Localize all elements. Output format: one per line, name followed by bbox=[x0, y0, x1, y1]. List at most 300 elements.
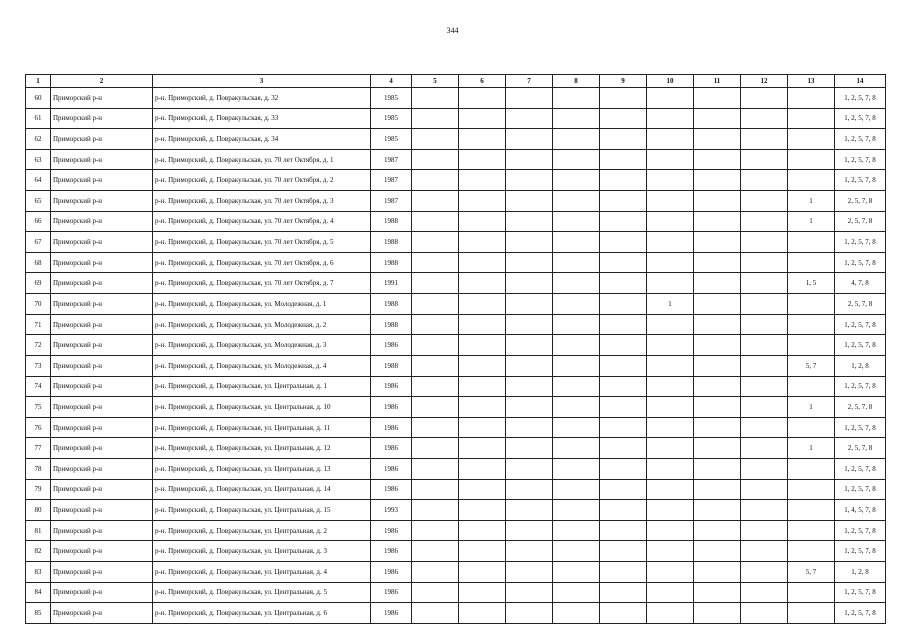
table-cell-col-7 bbox=[506, 149, 553, 170]
table-cell-col-12 bbox=[741, 417, 788, 438]
table-cell-col-13 bbox=[788, 458, 835, 479]
table-cell-col-10 bbox=[647, 500, 694, 521]
table-cell-col-9 bbox=[600, 520, 647, 541]
table-cell-col-6 bbox=[459, 149, 506, 170]
table-cell-col-8 bbox=[553, 520, 600, 541]
table-cell-col-11 bbox=[694, 252, 741, 273]
table-cell-col-2: Приморский р-н bbox=[51, 417, 153, 438]
table-cell-col-3: р-н. Приморский, д. Повракульская, ул. 70 лет Октября, д. 3 bbox=[153, 191, 371, 212]
table-row bbox=[26, 458, 886, 479]
table-cell-col-4: 1985 bbox=[371, 129, 412, 150]
table-cell-col-4: 1991 bbox=[371, 273, 412, 294]
table-cell-col-1: 64 bbox=[26, 170, 51, 191]
table-cell-col-2: Приморский р-н bbox=[51, 355, 153, 376]
table-row bbox=[26, 294, 886, 315]
table-cell-col-11 bbox=[694, 541, 741, 562]
table-cell-col-4: 1985 bbox=[371, 108, 412, 129]
table-cell-col-2: Приморский р-н bbox=[51, 458, 153, 479]
table-cell-col-1: 66 bbox=[26, 211, 51, 232]
table-cell-col-10 bbox=[647, 191, 694, 212]
table-cell-col-3: р-н. Приморский, д. Повракульская, ул. Молодежная, д. 4 bbox=[153, 355, 371, 376]
table-cell-col-2: Приморский р-н bbox=[51, 252, 153, 273]
table-cell-col-7 bbox=[506, 314, 553, 335]
column-header-12: 12 bbox=[741, 75, 788, 88]
table-cell-col-3: р-н. Приморский, д. Повракульская, ул. Центральная, д. 11 bbox=[153, 417, 371, 438]
table-cell-col-9 bbox=[600, 191, 647, 212]
table-cell-col-14: 1, 4, 5, 7, 8 bbox=[835, 500, 886, 521]
table-cell-col-14: 1, 2, 5, 7, 8 bbox=[835, 541, 886, 562]
table-cell-col-14: 1, 2, 5, 7, 8 bbox=[835, 170, 886, 191]
table-row bbox=[26, 376, 886, 397]
table-cell-col-12 bbox=[741, 170, 788, 191]
table-cell-col-11 bbox=[694, 562, 741, 583]
table-cell-col-9 bbox=[600, 170, 647, 191]
table-cell-col-7 bbox=[506, 129, 553, 150]
table-cell-col-4: 1987 bbox=[371, 170, 412, 191]
table-row bbox=[26, 273, 886, 294]
table-cell-col-12 bbox=[741, 562, 788, 583]
table-cell-col-10 bbox=[647, 314, 694, 335]
table-row bbox=[26, 314, 886, 335]
table-cell-col-7 bbox=[506, 541, 553, 562]
table-cell-col-8 bbox=[553, 149, 600, 170]
table-cell-col-5 bbox=[412, 458, 459, 479]
table-cell-col-9 bbox=[600, 314, 647, 335]
table-cell-col-5 bbox=[412, 273, 459, 294]
table-cell-col-10 bbox=[647, 438, 694, 459]
table-cell-col-7 bbox=[506, 438, 553, 459]
page-number: 344 bbox=[446, 26, 459, 35]
table-cell-col-5 bbox=[412, 108, 459, 129]
table-cell-col-13 bbox=[788, 500, 835, 521]
table-cell-col-1: 83 bbox=[26, 562, 51, 583]
table-cell-col-10: 1 bbox=[647, 294, 694, 315]
table-cell-col-10 bbox=[647, 273, 694, 294]
table-cell-col-7 bbox=[506, 397, 553, 418]
table-cell-col-10 bbox=[647, 252, 694, 273]
table-cell-col-9 bbox=[600, 541, 647, 562]
table-cell-col-6 bbox=[459, 232, 506, 253]
column-header-1: 1 bbox=[26, 75, 51, 88]
table-cell-col-1: 71 bbox=[26, 314, 51, 335]
table-cell-col-7 bbox=[506, 273, 553, 294]
table-row bbox=[26, 603, 886, 624]
table-cell-col-2: Приморский р-н bbox=[51, 211, 153, 232]
table-cell-col-7 bbox=[506, 211, 553, 232]
table-cell-col-13 bbox=[788, 232, 835, 253]
table-cell-col-3: р-н. Приморский, д. Повракульская, ул. Центральная, д. 4 bbox=[153, 562, 371, 583]
table-cell-col-7 bbox=[506, 582, 553, 603]
table-cell-col-4: 1986 bbox=[371, 335, 412, 356]
table-cell-col-4: 1987 bbox=[371, 191, 412, 212]
table-cell-col-13 bbox=[788, 108, 835, 129]
table-cell-col-7 bbox=[506, 458, 553, 479]
table-cell-col-5 bbox=[412, 252, 459, 273]
table-cell-col-4: 1986 bbox=[371, 479, 412, 500]
table-cell-col-7 bbox=[506, 232, 553, 253]
table-cell-col-6 bbox=[459, 438, 506, 459]
table-cell-col-2: Приморский р-н bbox=[51, 520, 153, 541]
table-cell-col-5 bbox=[412, 520, 459, 541]
table-cell-col-4: 1986 bbox=[371, 603, 412, 624]
table-cell-col-2: Приморский р-н bbox=[51, 603, 153, 624]
table-cell-col-4: 1986 bbox=[371, 458, 412, 479]
table-cell-col-13 bbox=[788, 335, 835, 356]
table-cell-col-8 bbox=[553, 294, 600, 315]
column-header-8: 8 bbox=[553, 75, 600, 88]
table-cell-col-11 bbox=[694, 108, 741, 129]
table-cell-col-11 bbox=[694, 232, 741, 253]
table-cell-col-8 bbox=[553, 314, 600, 335]
table-cell-col-3: р-н. Приморский, д. Повракульская, ул. Центральная, д. 3 bbox=[153, 541, 371, 562]
table-cell-col-13: 1 bbox=[788, 191, 835, 212]
table-cell-col-11 bbox=[694, 500, 741, 521]
table-cell-col-6 bbox=[459, 500, 506, 521]
table-cell-col-3: р-н. Приморский, д. Повракульская, д. 32 bbox=[153, 88, 371, 109]
table-cell-col-6 bbox=[459, 479, 506, 500]
table-cell-col-14: 1, 2, 5, 7, 8 bbox=[835, 88, 886, 109]
table-cell-col-5 bbox=[412, 438, 459, 459]
table-cell-col-14: 1, 2, 8 bbox=[835, 562, 886, 583]
table-cell-col-5 bbox=[412, 129, 459, 150]
table-cell-col-13 bbox=[788, 603, 835, 624]
table-cell-col-12 bbox=[741, 520, 788, 541]
table-cell-col-11 bbox=[694, 479, 741, 500]
table-cell-col-1: 62 bbox=[26, 129, 51, 150]
table-cell-col-5 bbox=[412, 149, 459, 170]
table-row bbox=[26, 520, 886, 541]
table-cell-col-7 bbox=[506, 88, 553, 109]
table-cell-col-14: 2, 5, 7, 8 bbox=[835, 438, 886, 459]
table-cell-col-12 bbox=[741, 191, 788, 212]
table-cell-col-8 bbox=[553, 458, 600, 479]
column-header-14: 14 bbox=[835, 75, 886, 88]
table-cell-col-11 bbox=[694, 314, 741, 335]
table-cell-col-13: 1 bbox=[788, 211, 835, 232]
table-cell-col-5 bbox=[412, 191, 459, 212]
table-cell-col-10 bbox=[647, 376, 694, 397]
table-cell-col-7 bbox=[506, 252, 553, 273]
table-cell-col-5 bbox=[412, 211, 459, 232]
column-header-3: 3 bbox=[153, 75, 371, 88]
table-cell-col-1: 73 bbox=[26, 355, 51, 376]
table-cell-col-3: р-н. Приморский, д. Повракульская, ул. Центральная, д. 5 bbox=[153, 582, 371, 603]
table-cell-col-1: 68 bbox=[26, 252, 51, 273]
table-cell-col-10 bbox=[647, 397, 694, 418]
column-header-5: 5 bbox=[412, 75, 459, 88]
table-cell-col-9 bbox=[600, 252, 647, 273]
table-cell-col-3: р-н. Приморский, д. Повракульская, ул. Молодежная, д. 1 bbox=[153, 294, 371, 315]
table-cell-col-2: Приморский р-н bbox=[51, 129, 153, 150]
table-row bbox=[26, 479, 886, 500]
table-cell-col-5 bbox=[412, 397, 459, 418]
table-cell-col-9 bbox=[600, 108, 647, 129]
table-header bbox=[26, 75, 886, 88]
table-cell-col-5 bbox=[412, 479, 459, 500]
table-cell-col-12 bbox=[741, 458, 788, 479]
table-cell-col-6 bbox=[459, 170, 506, 191]
table-cell-col-4: 1986 bbox=[371, 376, 412, 397]
table-cell-col-7 bbox=[506, 355, 553, 376]
table-cell-col-7 bbox=[506, 479, 553, 500]
table-cell-col-3: р-н. Приморский, д. Повракульская, ул. Центральная, д. 12 bbox=[153, 438, 371, 459]
table-row bbox=[26, 191, 886, 212]
table-cell-col-14: 2, 5, 7, 8 bbox=[835, 397, 886, 418]
table-cell-col-8 bbox=[553, 108, 600, 129]
table-cell-col-12 bbox=[741, 294, 788, 315]
table-cell-col-12 bbox=[741, 355, 788, 376]
table-cell-col-11 bbox=[694, 211, 741, 232]
table-row bbox=[26, 335, 886, 356]
table-cell-col-10 bbox=[647, 562, 694, 583]
table-cell-col-12 bbox=[741, 376, 788, 397]
table-cell-col-6 bbox=[459, 273, 506, 294]
table-cell-col-2: Приморский р-н bbox=[51, 314, 153, 335]
table-cell-col-6 bbox=[459, 562, 506, 583]
table-cell-col-12 bbox=[741, 108, 788, 129]
table-cell-col-9 bbox=[600, 129, 647, 150]
table-cell-col-9 bbox=[600, 417, 647, 438]
table-cell-col-6 bbox=[459, 252, 506, 273]
table-cell-col-3: р-н. Приморский, д. Повракульская, ул. Центральная, д. 1 bbox=[153, 376, 371, 397]
table-cell-col-8 bbox=[553, 603, 600, 624]
table-cell-col-2: Приморский р-н bbox=[51, 541, 153, 562]
table-cell-col-3: р-н. Приморский, д. Повракульская, ул. Молодежная, д. 3 bbox=[153, 335, 371, 356]
table-cell-col-14: 1, 2, 5, 7, 8 bbox=[835, 479, 886, 500]
table-cell-col-1: 67 bbox=[26, 232, 51, 253]
table-cell-col-9 bbox=[600, 397, 647, 418]
table-cell-col-2: Приморский р-н bbox=[51, 170, 153, 191]
table-cell-col-8 bbox=[553, 170, 600, 191]
table-cell-col-10 bbox=[647, 88, 694, 109]
table-cell-col-2: Приморский р-н bbox=[51, 335, 153, 356]
table-cell-col-3: р-н. Приморский, д. Повракульская, ул. Центральная, д. 14 bbox=[153, 479, 371, 500]
table-cell-col-8 bbox=[553, 582, 600, 603]
table-cell-col-1: 84 bbox=[26, 582, 51, 603]
table-cell-col-12 bbox=[741, 252, 788, 273]
table-cell-col-2: Приморский р-н bbox=[51, 232, 153, 253]
table-cell-col-9 bbox=[600, 479, 647, 500]
table-cell-col-9 bbox=[600, 500, 647, 521]
table-row bbox=[26, 129, 886, 150]
table-cell-col-11 bbox=[694, 397, 741, 418]
table-cell-col-7 bbox=[506, 376, 553, 397]
table-cell-col-12 bbox=[741, 582, 788, 603]
table-cell-col-9 bbox=[600, 582, 647, 603]
table-cell-col-3: р-н. Приморский, д. Повракульская, ул. Центральная, д. 6 bbox=[153, 603, 371, 624]
table-cell-col-3: р-н. Приморский, д. Повракульская, ул. Молодежная, д. 2 bbox=[153, 314, 371, 335]
table-cell-col-2: Приморский р-н bbox=[51, 108, 153, 129]
table-cell-col-12 bbox=[741, 211, 788, 232]
table-cell-col-10 bbox=[647, 458, 694, 479]
table-cell-col-13: 1 bbox=[788, 438, 835, 459]
table-cell-col-8 bbox=[553, 211, 600, 232]
table-cell-col-2: Приморский р-н bbox=[51, 479, 153, 500]
table-cell-col-4: 1988 bbox=[371, 355, 412, 376]
table-cell-col-7 bbox=[506, 108, 553, 129]
table-cell-col-4: 1988 bbox=[371, 294, 412, 315]
table-cell-col-12 bbox=[741, 500, 788, 521]
table-cell-col-10 bbox=[647, 108, 694, 129]
table-cell-col-11 bbox=[694, 273, 741, 294]
table-cell-col-2: Приморский р-н bbox=[51, 438, 153, 459]
table-cell-col-4: 1988 bbox=[371, 314, 412, 335]
table-cell-col-5 bbox=[412, 294, 459, 315]
table-cell-col-2: Приморский р-н bbox=[51, 582, 153, 603]
table-cell-col-8 bbox=[553, 500, 600, 521]
table-cell-col-4: 1986 bbox=[371, 582, 412, 603]
table-cell-col-11 bbox=[694, 417, 741, 438]
table-cell-col-7 bbox=[506, 191, 553, 212]
table-cell-col-11 bbox=[694, 582, 741, 603]
table-cell-col-3: р-н. Приморский, д. Повракульская, ул. 70 лет Октября, д. 5 bbox=[153, 232, 371, 253]
table-cell-col-1: 69 bbox=[26, 273, 51, 294]
table-cell-col-7 bbox=[506, 520, 553, 541]
column-header-6: 6 bbox=[459, 75, 506, 88]
table-cell-col-9 bbox=[600, 355, 647, 376]
table-cell-col-14: 1, 2, 5, 7, 8 bbox=[835, 149, 886, 170]
table-row bbox=[26, 232, 886, 253]
table-cell-col-3: р-н. Приморский, д. Повракульская, ул. Центральная, д. 15 bbox=[153, 500, 371, 521]
table-cell-col-11 bbox=[694, 294, 741, 315]
table-cell-col-8 bbox=[553, 479, 600, 500]
table-cell-col-9 bbox=[600, 211, 647, 232]
table-cell-col-4: 1986 bbox=[371, 562, 412, 583]
table-cell-col-1: 60 bbox=[26, 88, 51, 109]
housing-register-table bbox=[25, 74, 886, 624]
table-cell-col-7 bbox=[506, 500, 553, 521]
table-cell-col-10 bbox=[647, 335, 694, 356]
table-cell-col-12 bbox=[741, 232, 788, 253]
table-cell-col-12 bbox=[741, 88, 788, 109]
table-cell-col-8 bbox=[553, 417, 600, 438]
column-header-7: 7 bbox=[506, 75, 553, 88]
table-cell-col-8 bbox=[553, 191, 600, 212]
table-cell-col-1: 77 bbox=[26, 438, 51, 459]
table-cell-col-13 bbox=[788, 582, 835, 603]
table-cell-col-9 bbox=[600, 335, 647, 356]
table-cell-col-5 bbox=[412, 582, 459, 603]
table-cell-col-6 bbox=[459, 88, 506, 109]
table-cell-col-12 bbox=[741, 479, 788, 500]
table-cell-col-1: 65 bbox=[26, 191, 51, 212]
table-cell-col-12 bbox=[741, 541, 788, 562]
table-cell-col-14: 2, 5, 7, 8 bbox=[835, 191, 886, 212]
table-cell-col-12 bbox=[741, 273, 788, 294]
table-cell-col-14: 1, 2, 8 bbox=[835, 355, 886, 376]
table-cell-col-11 bbox=[694, 191, 741, 212]
column-header-10: 10 bbox=[647, 75, 694, 88]
table-cell-col-13 bbox=[788, 520, 835, 541]
table-cell-col-13: 1 bbox=[788, 397, 835, 418]
table-cell-col-14: 1, 2, 5, 7, 8 bbox=[835, 376, 886, 397]
table-cell-col-4: 1986 bbox=[371, 397, 412, 418]
table-row bbox=[26, 170, 886, 191]
table-cell-col-8 bbox=[553, 397, 600, 418]
table-cell-col-2: Приморский р-н bbox=[51, 562, 153, 583]
table-cell-col-1: 72 bbox=[26, 335, 51, 356]
table-row bbox=[26, 500, 886, 521]
table-cell-col-11 bbox=[694, 88, 741, 109]
table-cell-col-9 bbox=[600, 294, 647, 315]
table-cell-col-3: р-н. Приморский, д. Повракульская, ул. Центральная, д. 13 bbox=[153, 458, 371, 479]
table-row bbox=[26, 397, 886, 418]
table-cell-col-14: 1, 2, 5, 7, 8 bbox=[835, 582, 886, 603]
table-cell-col-13 bbox=[788, 129, 835, 150]
table-cell-col-3: р-н. Приморский, д. Повракульская, ул. 70 лет Октября, д. 6 bbox=[153, 252, 371, 273]
header-row bbox=[26, 75, 886, 88]
table-cell-col-8 bbox=[553, 88, 600, 109]
table-cell-col-14: 1, 2, 5, 7, 8 bbox=[835, 108, 886, 129]
table-cell-col-1: 82 bbox=[26, 541, 51, 562]
table-row bbox=[26, 562, 886, 583]
table-cell-col-14: 4, 7, 8 bbox=[835, 273, 886, 294]
table-cell-col-13 bbox=[788, 417, 835, 438]
table-cell-col-1: 74 bbox=[26, 376, 51, 397]
table-cell-col-6 bbox=[459, 294, 506, 315]
table-cell-col-13: 5, 7 bbox=[788, 355, 835, 376]
table-cell-col-12 bbox=[741, 397, 788, 418]
table-cell-col-9 bbox=[600, 438, 647, 459]
table-cell-col-6 bbox=[459, 335, 506, 356]
table-cell-col-3: р-н. Приморский, д. Повракульская, ул. 70 лет Октября, д. 1 bbox=[153, 149, 371, 170]
table-cell-col-10 bbox=[647, 149, 694, 170]
table-row bbox=[26, 541, 886, 562]
table-cell-col-10 bbox=[647, 211, 694, 232]
table-cell-col-2: Приморский р-н bbox=[51, 376, 153, 397]
table-cell-col-14: 2, 5, 7, 8 bbox=[835, 211, 886, 232]
table-cell-col-1: 80 bbox=[26, 500, 51, 521]
table-cell-col-5 bbox=[412, 541, 459, 562]
table-cell-col-12 bbox=[741, 149, 788, 170]
table-cell-col-5 bbox=[412, 335, 459, 356]
table-body bbox=[26, 88, 886, 624]
table-cell-col-7 bbox=[506, 335, 553, 356]
table-cell-col-1: 79 bbox=[26, 479, 51, 500]
table-cell-col-4: 1985 bbox=[371, 88, 412, 109]
table-cell-col-6 bbox=[459, 520, 506, 541]
table-cell-col-6 bbox=[459, 458, 506, 479]
table-cell-col-8 bbox=[553, 355, 600, 376]
table-cell-col-11 bbox=[694, 335, 741, 356]
table-cell-col-4: 1988 bbox=[371, 252, 412, 273]
table-cell-col-3: р-н. Приморский, д. Повракульская, ул. 70 лет Октября, д. 7 bbox=[153, 273, 371, 294]
table-cell-col-5 bbox=[412, 232, 459, 253]
table-cell-col-14: 1, 2, 5, 7, 8 bbox=[835, 520, 886, 541]
table-cell-col-2: Приморский р-н bbox=[51, 191, 153, 212]
table-cell-col-7 bbox=[506, 170, 553, 191]
table-cell-col-10 bbox=[647, 355, 694, 376]
table-cell-col-6 bbox=[459, 191, 506, 212]
table-cell-col-8 bbox=[553, 129, 600, 150]
table-cell-col-10 bbox=[647, 417, 694, 438]
table-cell-col-4: 1986 bbox=[371, 541, 412, 562]
table-cell-col-13 bbox=[788, 294, 835, 315]
table-cell-col-3: р-н. Приморский, д. Повракульская, д. 34 bbox=[153, 129, 371, 150]
table-row bbox=[26, 438, 886, 459]
table-cell-col-8 bbox=[553, 541, 600, 562]
table-cell-col-11 bbox=[694, 170, 741, 191]
table-cell-col-9 bbox=[600, 88, 647, 109]
table-cell-col-6 bbox=[459, 129, 506, 150]
table-row bbox=[26, 582, 886, 603]
table-cell-col-14: 1, 2, 5, 7, 8 bbox=[835, 314, 886, 335]
table-cell-col-5 bbox=[412, 376, 459, 397]
table-cell-col-14: 1, 2, 5, 7, 8 bbox=[835, 417, 886, 438]
table-cell-col-7 bbox=[506, 603, 553, 624]
table-cell-col-5 bbox=[412, 355, 459, 376]
table-cell-col-13 bbox=[788, 170, 835, 191]
